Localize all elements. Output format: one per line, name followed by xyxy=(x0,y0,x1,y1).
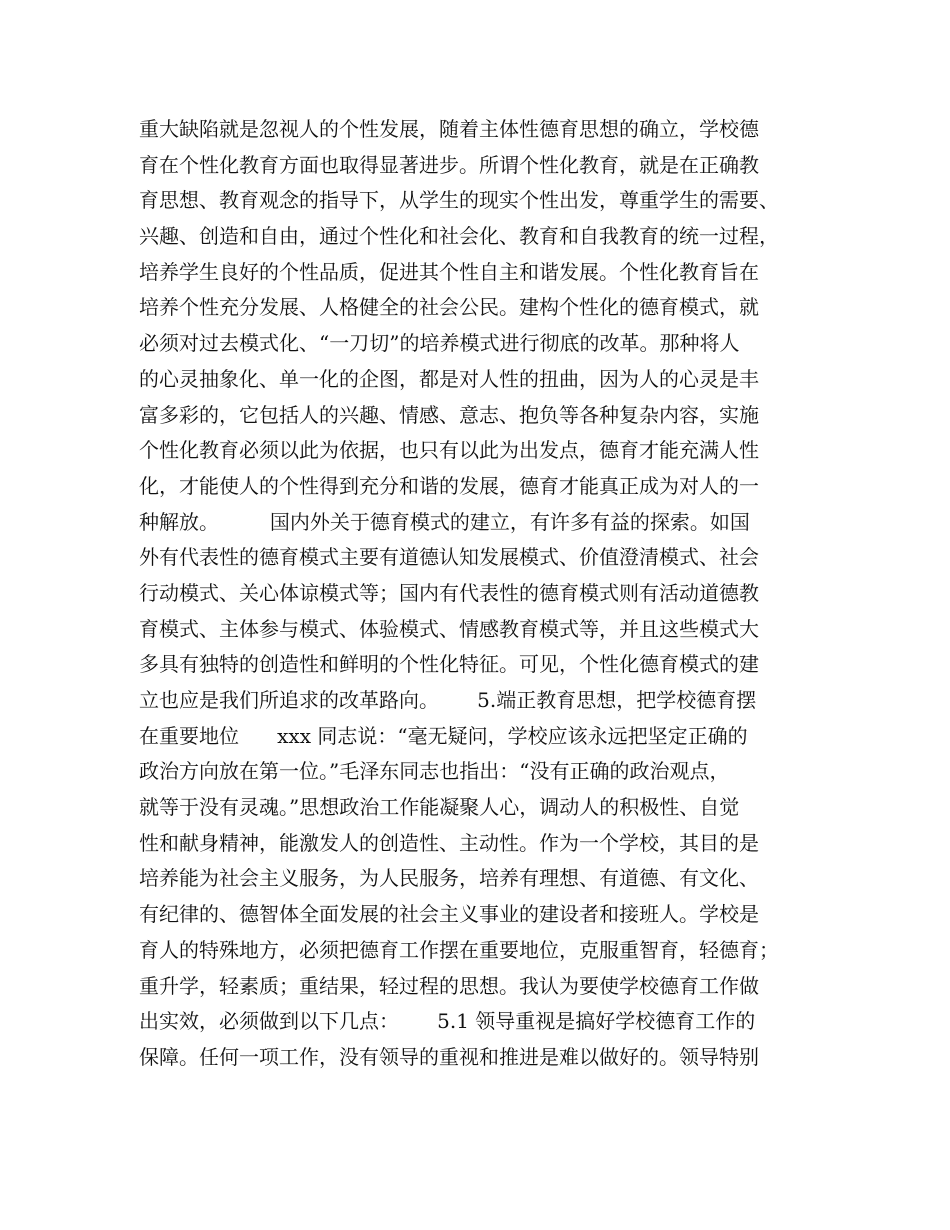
text-line: 必须对过去模式化、“一刀切”的培养模式进行彻底的改革。那种将人 xyxy=(139,331,740,356)
text-line: 重升学，轻素质；重结果，轻过程的思想。我认为要使学校德育工作做 xyxy=(139,973,759,998)
text-line: 立也应是我们所追求的改革路向。 5.端正教育思想，把学校德育摆 xyxy=(139,688,757,712)
text-line: 育在个性化教育方面也取得显著进步。所谓个性化教育，就是在正确教 xyxy=(139,152,759,177)
text-line: 培养能为社会主义服务，为人民服务，培养有理想、有道德、有文化、 xyxy=(139,866,759,891)
text-line: 保障。任何一项工作，没有领导的重视和推进是难以做好的。领导特别 xyxy=(139,1044,759,1069)
text-line: 种解放。 国内外关于德育模式的建立，有许多有益的探索。如国 xyxy=(139,509,750,534)
text-line: 的心灵抽象化、单一化的企图，都是对人性的扭曲，因为人的心灵是丰 xyxy=(139,366,759,391)
text-line: 有纪律的、德智体全面发展的社会主义事业的建设者和接班人。学校是 xyxy=(139,902,759,927)
text-line: 培养个性充分发展、人格健全的社会公民。建构个性化的德育模式，就 xyxy=(139,295,759,320)
body-text xyxy=(139,112,819,1076)
text-line: 多具有独特的创造性和鲜明的个性化特征。可见，个性化德育模式的建 xyxy=(139,652,759,677)
text-line: 育人的特殊地方，必须把德育工作摆在重要地位，克服重智育，轻德育； xyxy=(139,937,779,962)
text-line: 育思想、教育观念的指导下，从学生的现实个性出发，尊重学生的需要、 xyxy=(139,188,779,213)
text-line: 在重要地位 xxx 同志说：“毫无疑问，学校应该永远把坚定正确的 xyxy=(139,723,748,748)
text-line: 性和献身精神，能激发人的创造性、主动性。作为一个学校，其目的是 xyxy=(139,830,759,855)
text-line: 化，才能使人的个性得到充分和谐的发展，德育才能真正成为对人的一 xyxy=(139,473,759,498)
text-line: 培养学生良好的个性品质，促进其个性自主和谐发展。个性化教育旨在 xyxy=(139,259,759,284)
text-line: 就等于没有灵魂。”思想政治工作能凝聚人心，调动人的积极性、自觉 xyxy=(139,795,740,820)
text-line: 政治方向放在第一位。”毛泽东同志也指出：“没有正确的政治观点， xyxy=(139,759,730,784)
text-line: 兴趣、创造和自由，通过个性化和社会化、教育和自我教育的统一过程， xyxy=(139,224,779,249)
text-line: 外有代表性的德育模式主要有道德认知发展模式、价值澄清模式、社会 xyxy=(139,545,759,570)
text-line: 育模式、主体参与模式、体验模式、情感教育模式等，并且这些模式大 xyxy=(139,616,759,641)
text-line: 富多彩的，它包括人的兴趣、情感、意志、抱负等各种复杂内容，实施 xyxy=(139,402,759,427)
text-line: 行动模式、关心体谅模式等；国内有代表性的德育模式则有活动道德教 xyxy=(139,580,759,605)
text-line: 个性化教育必须以此为依据，也只有以此为出发点，德育才能充满人性 xyxy=(139,438,759,463)
text-line: 出实效，必须做到以下几点： 5.1 领导重视是搞好学校德育工作的 xyxy=(139,1009,756,1034)
text-line: 重大缺陷就是忽视人的个性发展，随着主体性德育思想的确立，学校德 xyxy=(139,117,759,141)
